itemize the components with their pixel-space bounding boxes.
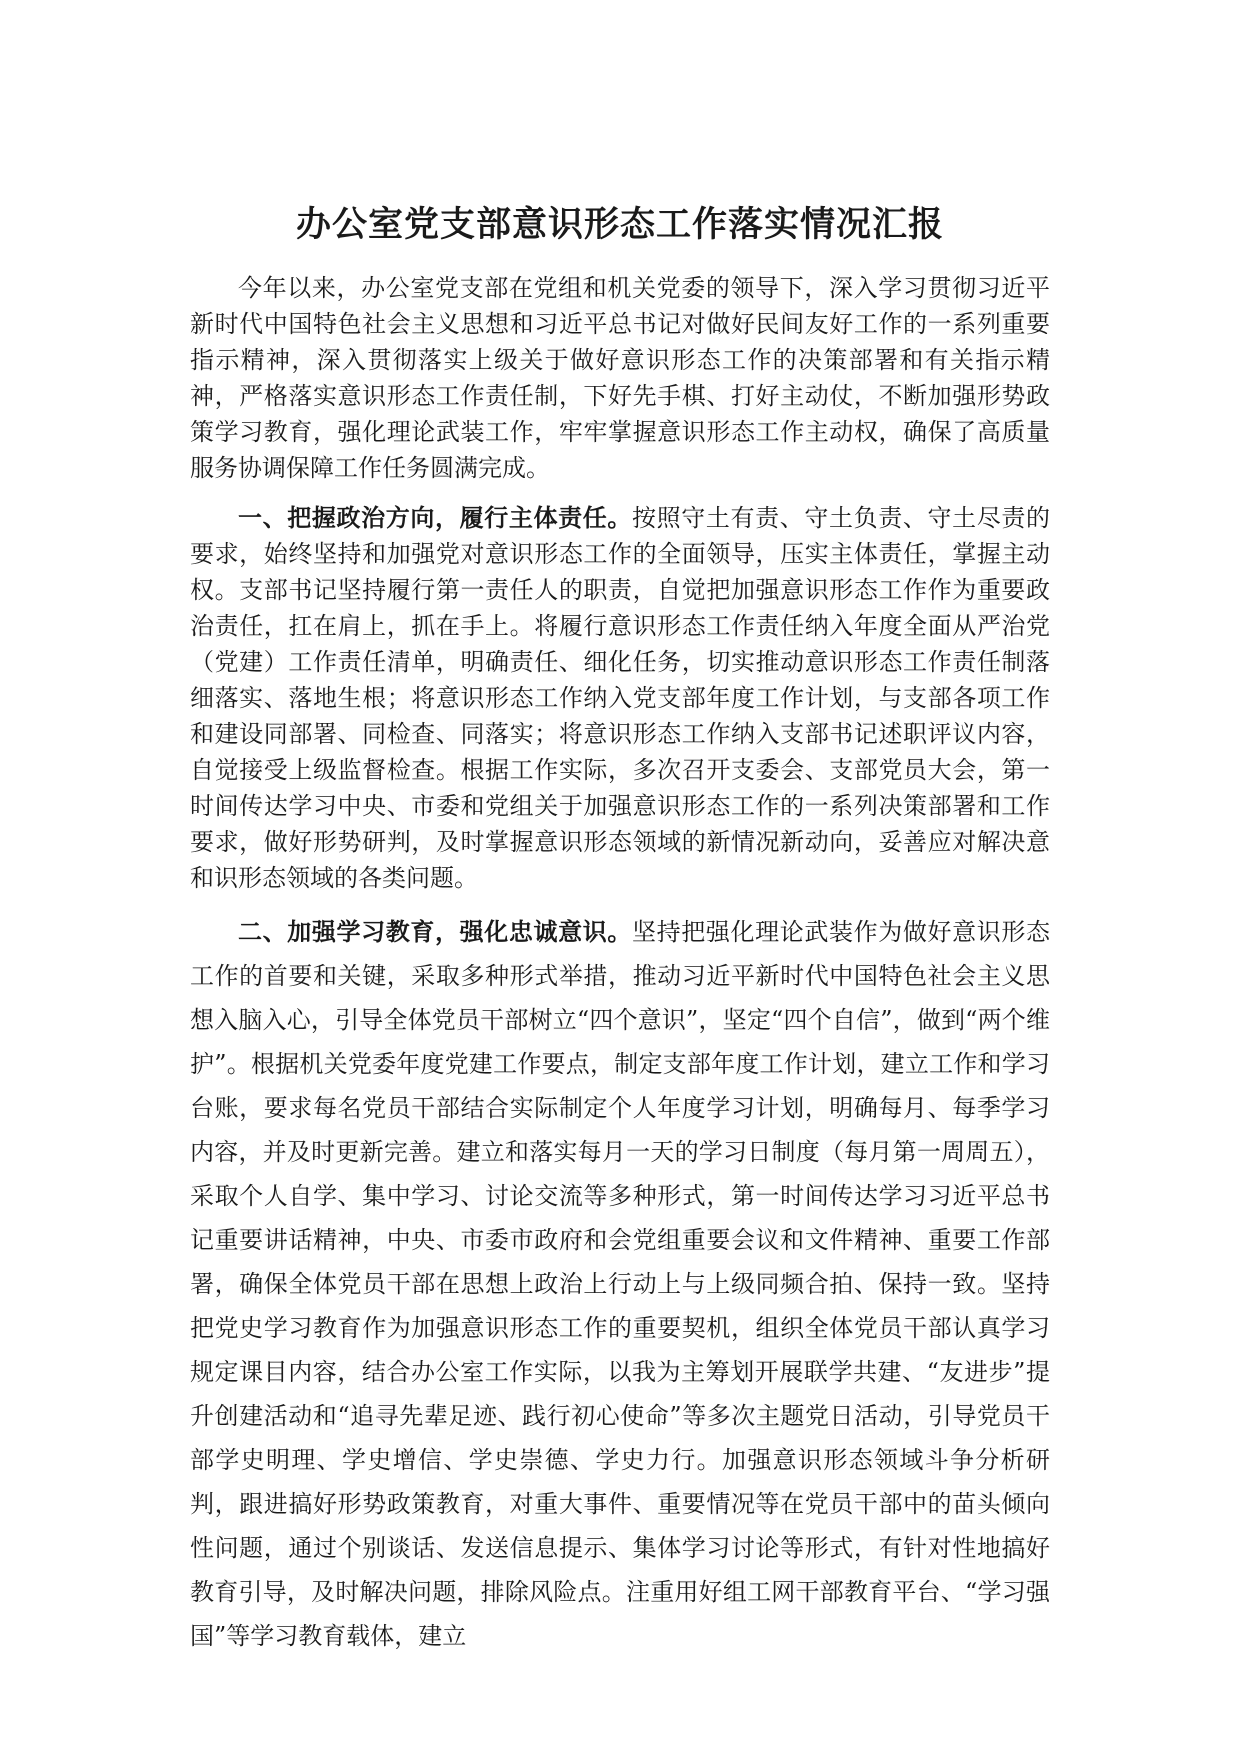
section-1-body: 按照守土有责、守土负责、守土尽责的要求，始终坚持和加强党对意识形态工作的全面领导，压实主体责任，掌握主动权。支部书记坚持履行第一责任人的职责，自觉把加强意识形态工作作为重要政治责任，扛在肩上，抓在手上。将履行意识形态工作责任纳入年度全面从严治党（党建）工作责任清单，明确责任、细化任务，切实推动意识形态工作责任制落细落实、落地生根；将意识形态工作纳入党支部年度工作计划，与支部各项工作和建设同部署、同检查、同落实；将意识形态工作纳入支部书记述职评议内容，自觉接受上级监督检查。根据工作实际，多次召开支委会、支部党员大会，第一时间传达学习中央、市委和党组关于加强意识形态工作的一系列决策部署和工作要求，做好形势研判，及时掌握意识形态领域的新情况新动向，妥善应对解决意和识形态领域的各类问题。 xyxy=(190,504,1050,892)
document-title: 办公室党支部意识形态工作落实情况汇报 xyxy=(295,205,944,245)
section-2-body: 坚持把强化理论武装作为做好意识形态工作的首要和关键，采取多种形式举措，推动习近平新时代中国特色社会主义思想入脑入心，引导全体党员干部树立“四个意识”，坚定“四个自信”，做到“两个维护”。根据机关党委年度党建工作要点，制定支部年度工作计划，建立工作和学习台账，要求每名党员干部结合实际制定个人年度学习计划，明确每月、每季学习内容，并及时更新完善。建立和落实每月一天的学习日制度（每月第一周周五），采取个人自学、集中学习、讨论交流等多种形式，第一时间传达学习习近平总书记重要讲话精神，中央、市委市政府和会党组重要会议和文件精神、重要工作部署，确保全体党员干部在思想上政治上行动上与上级同频合拍、保持一致。坚持把党史学习教育作为加强意识形态工作的重要契机，组织全体党员干部认真学习规定课目内容，结合办公室工作实际，以我为主筹划开展联学共建、“友进步”提升创建活动和“追寻先辈足迹、践行初心使命”等多次主题党日活动，引导党员干部学史明理、学史增信、学史崇德、学史力行。加强意识形态领域斗争分析研判，跟进搞好形势政策教育，对重大事件、重要情况等在党员干部中的苗头倾向性问题，通过个别谈话、发送信息提示、集体学习讨论等形式，有针对性地搞好教育引导，及时解决问题，排除风险点。注重用好组工网干部教育平台、“学习强国”等学习教育载体，建立 xyxy=(190,918,1050,1650)
section-2-paragraph xyxy=(190,910,1050,1658)
section-1-heading: 一、把握政治方向，履行主体责任。 xyxy=(238,503,632,532)
document-page xyxy=(190,200,1050,1672)
section-1-paragraph xyxy=(190,500,1050,896)
section-2-heading: 二、加强学习教育，强化忠诚意识。 xyxy=(238,917,632,946)
intro-paragraph: 今年以来，办公室党支部在党组和机关党委的领导下，深入学习贯彻习近平新时代中国特色社会主义思想和习近平总书记对做好民间友好工作的一系列重要指示精神，深入贯彻落实上级关于做好意识形态工作的决策部署和有关指示精神，严格落实意识形态工作责任制，下好先手棋、打好主动仗，不断加强形势政策学习教育，强化理论武装工作，牢牢掌握意识形态工作主动权，确保了高质量服务协调保障工作任务圆满完成。 xyxy=(190,274,1050,482)
